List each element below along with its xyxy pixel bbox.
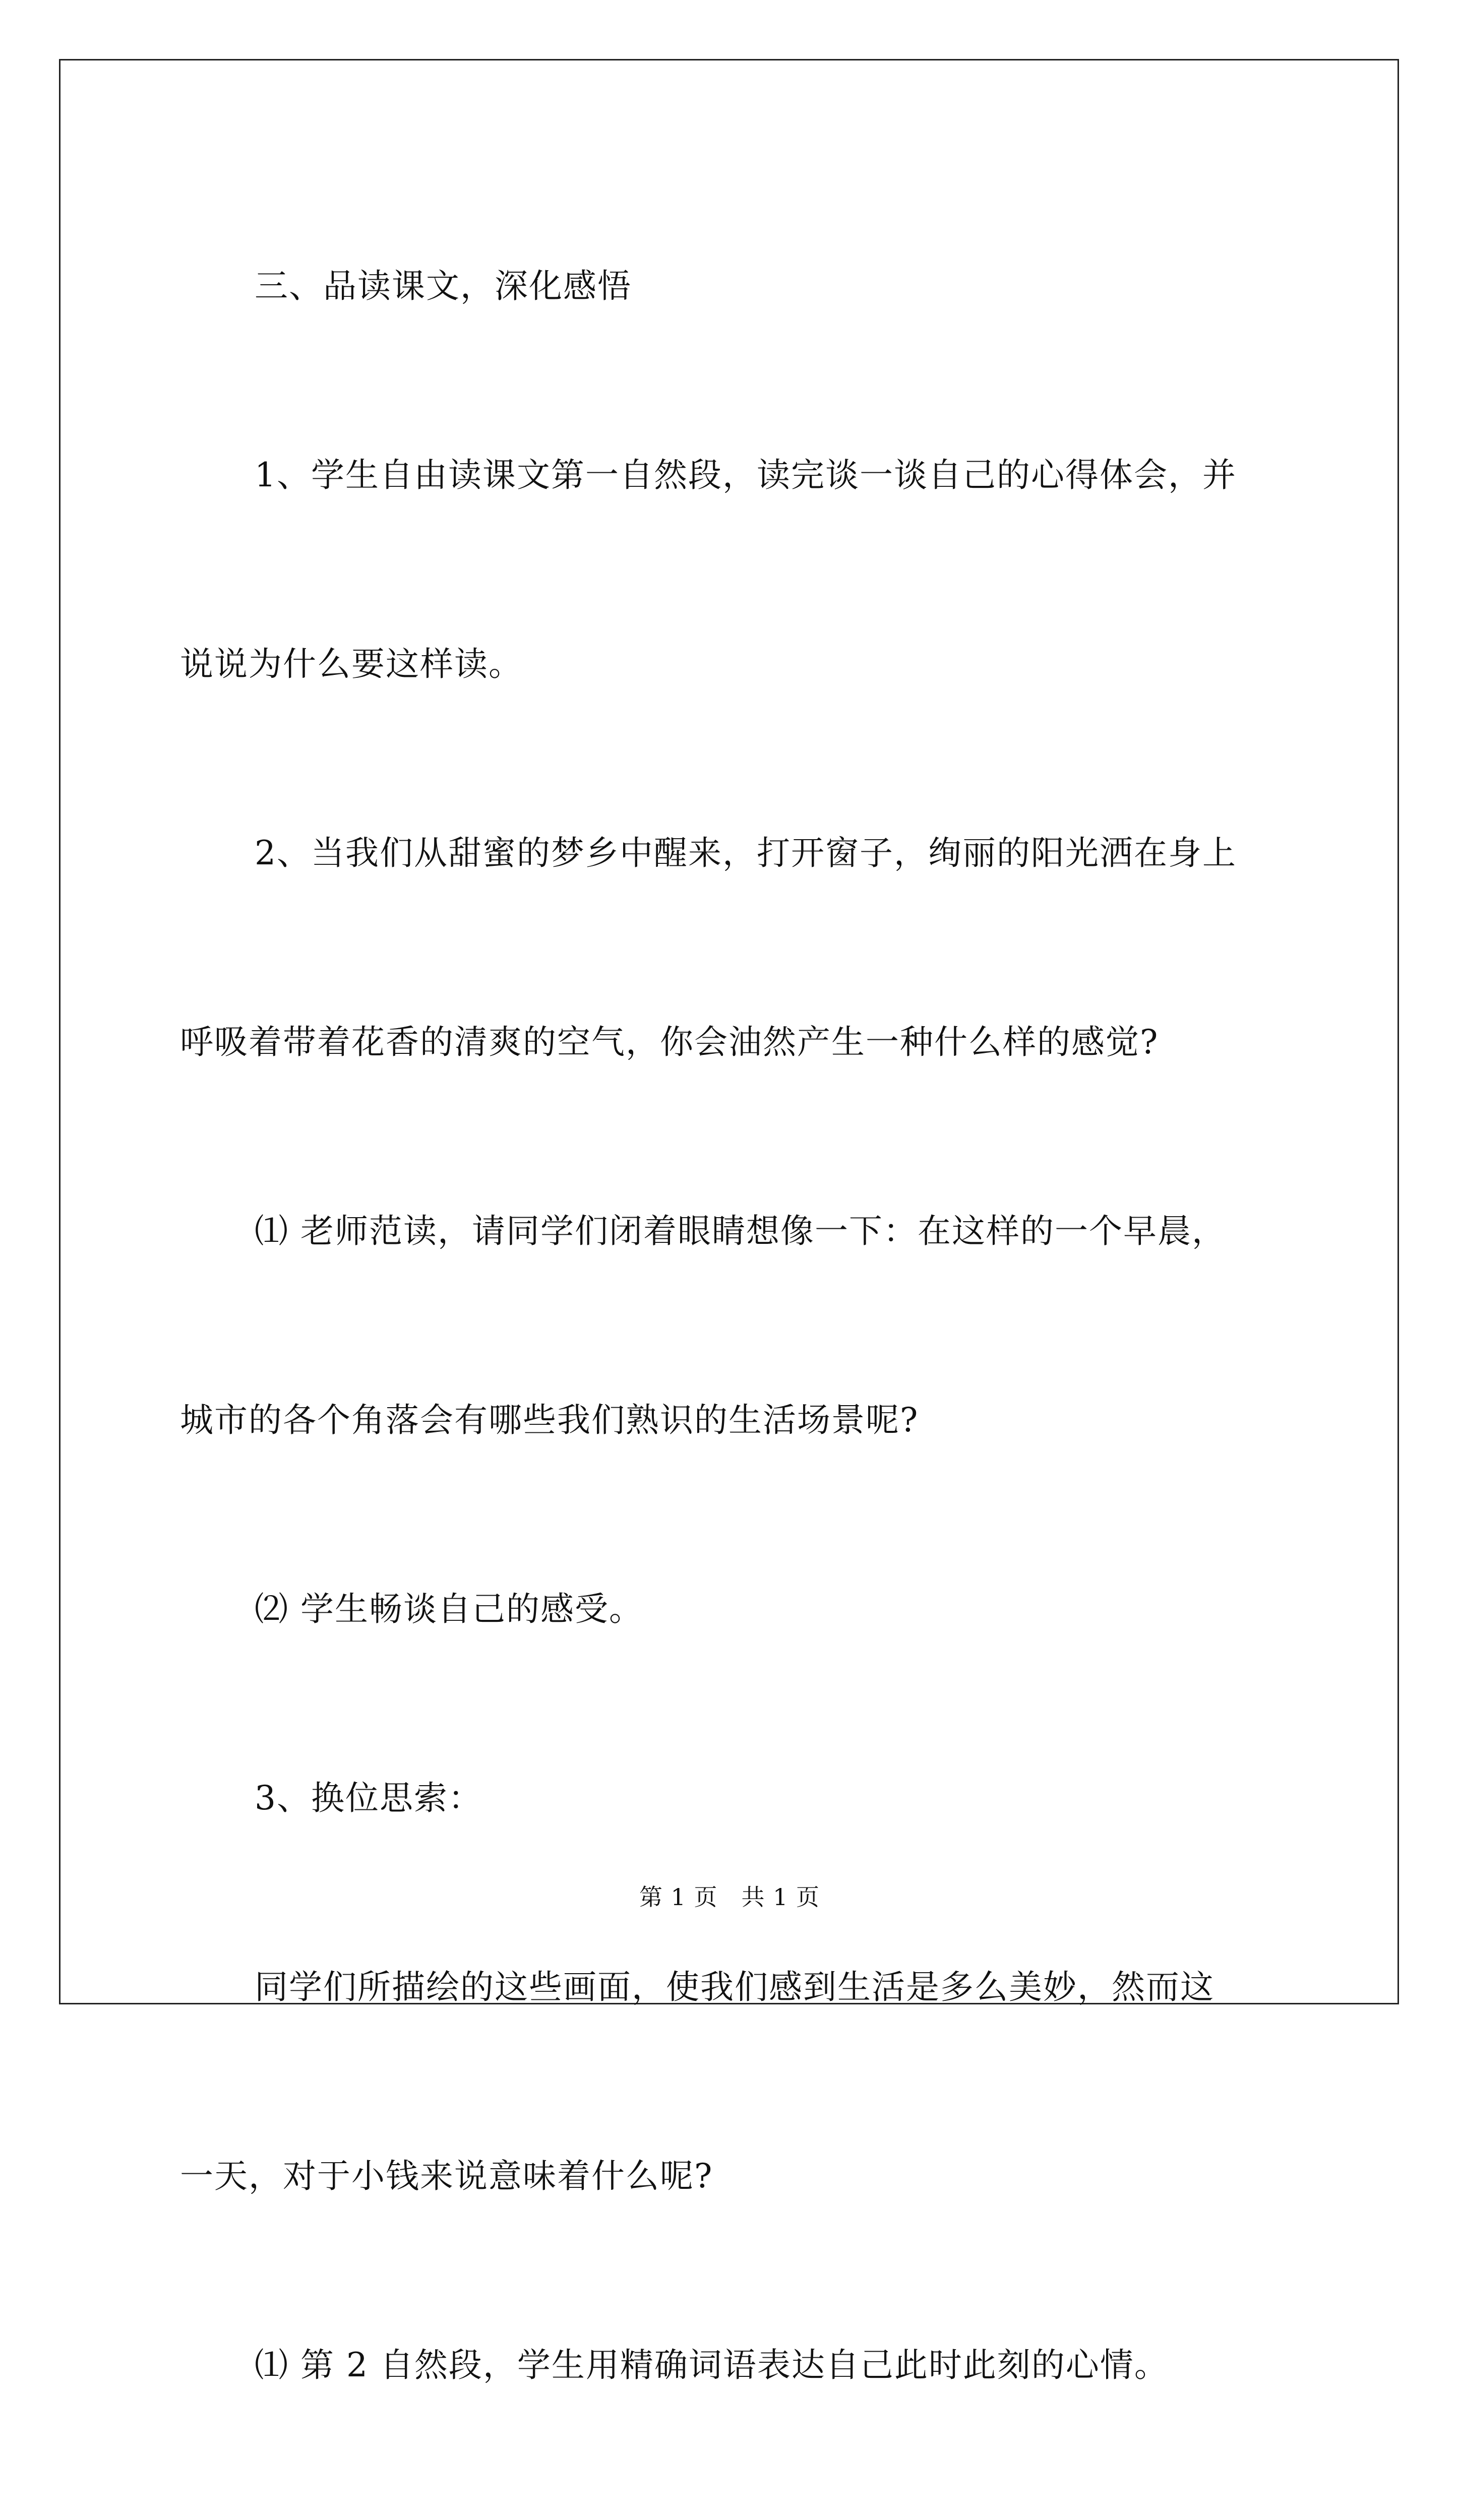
paragraph: 三、品读课文，深化感悟: [255, 267, 632, 305]
paragraph: 呼吸着带着花香的清爽的空气，你会油然产生一种什么样的感觉?: [180, 1023, 1159, 1061]
paragraph: ⑴ 老师范读，请同学们闭着眼睛想像一下：在这样的一个早晨，: [255, 1212, 1226, 1250]
paragraph: [180, 2460, 1289, 2520]
document-body: [180, 192, 1289, 2520]
paragraph: 1、学生自由读课文第一自然段，读完谈一谈自己的心得体会，并: [255, 456, 1237, 494]
page-footer: 第 1 页 共 1 页: [639, 1883, 820, 1911]
paragraph: 一天，对于小钱来说意味着什么呢?: [180, 2157, 713, 2195]
paragraph: 3、换位思索：: [255, 1779, 482, 1817]
paragraph: ⑵ 学生畅谈自己的感受。: [255, 1590, 643, 1628]
paragraph: ⑴ 第 2 自然段，学生用精确词语表达自己此时此刻的心情。: [255, 2346, 1169, 2384]
paragraph: 同学们所描绘的这些画面，使我们感到生活是多么美妙，然而这: [255, 1968, 1214, 2006]
paragraph: 说说为什么要这样读。: [180, 645, 523, 683]
paragraph: 2、当我们从甜蜜的梦乡中醒来，打开窗子，绚丽的阳光洒在身上: [255, 834, 1237, 872]
paragraph: 城市的各个角落会有哪些我们熟识的生活场景呢?: [180, 1401, 919, 1439]
